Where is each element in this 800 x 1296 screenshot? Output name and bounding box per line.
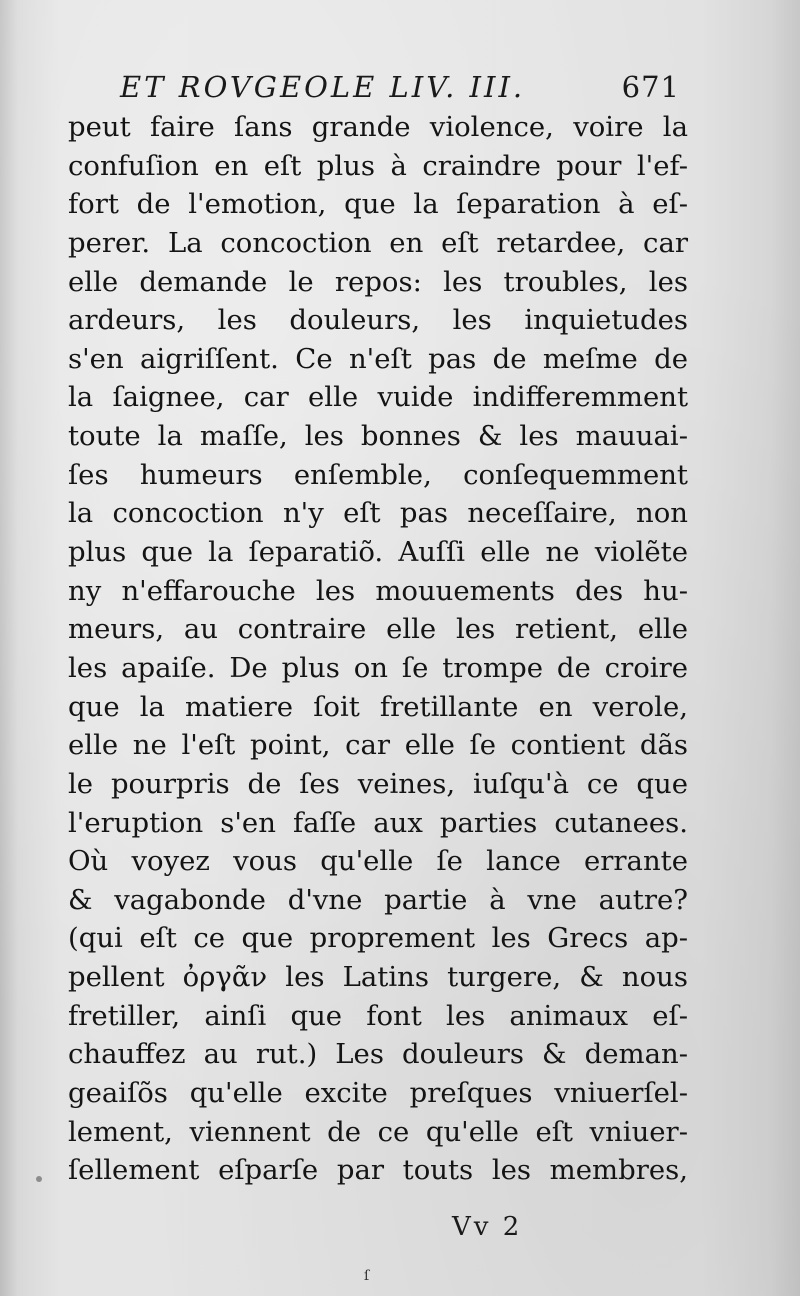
running-head bbox=[120, 70, 680, 110]
text-line: la ſaignee, car elle vuide indifferemment bbox=[68, 381, 688, 414]
text-line: confuſion en eſt plus à craindre pour l'ef- bbox=[68, 149, 688, 182]
text-line: les apaiſe. De plus on ſe trompe de croire bbox=[68, 651, 688, 684]
text-line: ſellement eſparſe par touts les membres, bbox=[68, 1154, 688, 1187]
text-line: meurs, au contraire elle les retient, elle bbox=[68, 613, 688, 646]
text-line: elle demande le repos: les troubles, les bbox=[68, 265, 688, 298]
text-line: geaiſõs qu'elle excite preſques vniuerſel- bbox=[68, 1077, 688, 1110]
text-line: plus que la ſeparatiõ. Auſſi elle ne violẽte bbox=[68, 536, 688, 569]
text-line: elle ne l'eſt point, car elle ſe contient dãs bbox=[68, 729, 688, 762]
body-text bbox=[68, 108, 688, 1190]
text-line: la concoction n'y eſt pas neceſſaire, non bbox=[68, 497, 688, 530]
text-line: peut faire ſans grande violence, voire la bbox=[68, 111, 688, 143]
text-line: l'eruption s'en faſſe aux parties cutanees. bbox=[68, 806, 688, 839]
signature-mark: Vv 2 bbox=[452, 1212, 523, 1242]
text-line: pellent ὀργᾶν les Latins turgere, & nous bbox=[68, 961, 688, 994]
text-line: chauffez au rut.) Les douleurs & deman- bbox=[68, 1038, 688, 1071]
text-line: fretiller, ainſi que font les animaux eſ- bbox=[68, 999, 688, 1032]
running-title: ET ROVGEOLE LIV. III. bbox=[120, 70, 526, 104]
text-line: ardeurs, les douleurs, les inquietudes bbox=[68, 304, 688, 337]
text-line: Où voyez vous qu'elle ſe lance errante bbox=[68, 845, 688, 878]
text-line: toute la maſſe, les bonnes & les mauuai- bbox=[68, 420, 688, 453]
text-line: ſes humeurs enſemble, conſequemment bbox=[68, 458, 688, 491]
bottom-mark: ſ bbox=[364, 1268, 370, 1284]
ink-speck bbox=[36, 1176, 42, 1182]
text-line: perer. La concoction en eſt retardee, car bbox=[68, 226, 688, 259]
text-line: s'en aigriſſent. Ce n'eſt pas de meſme de bbox=[68, 342, 688, 375]
page-number: 671 bbox=[621, 70, 680, 104]
text-line: & vagabonde d'vne partie à vne autre? bbox=[68, 883, 688, 916]
text-line: lement, viennent de ce qu'elle eſt vniuer- bbox=[68, 1115, 688, 1148]
text-line: fort de l'emotion, que la ſeparation à eſ- bbox=[68, 188, 688, 221]
text-line: que la matiere ſoit fretillante en verole, bbox=[68, 690, 688, 723]
text-line: ny n'effarouche les mouuements des hu- bbox=[68, 574, 688, 607]
text-line: le pourpris de ſes veines, iuſqu'à ce que bbox=[68, 767, 688, 800]
text-line: (qui eſt ce que proprement les Grecs ap- bbox=[68, 922, 688, 955]
